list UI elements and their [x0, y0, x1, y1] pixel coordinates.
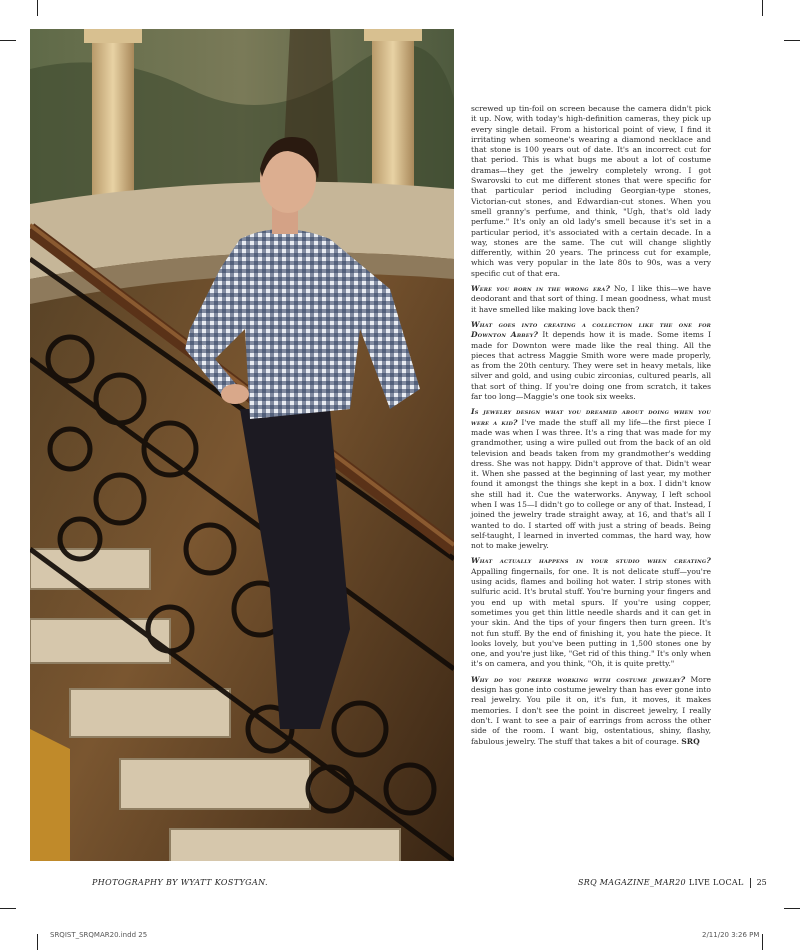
- photo-credit: PHOTOGRAPHY BY WYATT KOSTYGAN.: [92, 878, 268, 887]
- crop-mark-left-upper: [0, 40, 16, 41]
- slug-timestamp: 2/11/20 3:26 PM: [702, 931, 760, 939]
- page-number: 25: [756, 878, 767, 887]
- answer-1: No, I like this—we have deodorant and that sort of thing. I mean goodness, what must it have smelled like making love back then?: [471, 284, 712, 314]
- answer-3: I've made the stuff all my life—the first piece I made was when I was three. It's a ring that was made for my grandmother, using a wire pulled out from the back of an old television and beads taken from my grandmother's wedding dress. She was not happy. Didn't approve of that. Didn't wear it. When she passed at the beginning of last year, my mother found it amongst the things she kept in a box. I didn't know she still had it. Cue the waterworks. Anyway, I left school when I was 15—I didn't go to college or any of that. Instead, I joined the jewelry trade straight away, at 16, and that's all I wanted to do. I started off with just a string of beads. Being self-taught, I learned in inverted commas, the hard way, how not to make jewelry.: [471, 417, 712, 551]
- article-column: [471, 104, 711, 752]
- question-5: Why do you prefer working with costume jewelry?: [471, 674, 686, 684]
- qa-block-5: [471, 675, 711, 747]
- question-1: Were you born in the wrong era?: [471, 284, 611, 294]
- crop-mark-right-lower: [784, 908, 800, 909]
- crop-mark-bottom-right: [762, 934, 763, 950]
- answer-2: It depends how it is made. Some items I made for Downton were made like the real thing. All the pieces that actress Maggie Smith wore were made properly, as from the 20th century. They were set in heavy metals, like silver and gold, and using cubic zirconias, cultured pearls, all that sort of thing. If you're doing one from scratch, it takes far too long—Maggie's one took six weeks.: [471, 330, 711, 402]
- folio: [578, 878, 767, 888]
- question-3: Is jewelry design what you dreamed about doing when you were a kid?: [471, 407, 711, 427]
- magazine-name: SRQ MAGAZINE_MAR20: [578, 878, 686, 887]
- folio-divider: [750, 878, 751, 888]
- signoff: SRQ: [681, 736, 700, 746]
- qa-block-2: [471, 320, 711, 402]
- crop-mark-right-upper: [784, 40, 800, 41]
- paragraph-intro: screwed up tin-foil on screen because the camera didn't pick it up. Now, with today's high-definition cameras, they pick up every single detail. From a historical point of view, I find it irritating when someone's wearing a diamond necklace and that stone is 100 years out of date. It's an incorrect cut for that period. This is what bugs me about a lot of costume dramas—they get the jewelry completely wrong. I got Swarovski to cut me different stones that were specific for that particular period including Georgian-type stones, Victorian-cut stones, and Edwardian-cut stones. When you smell granny's perfume, and think, "Ugh, that's old lady perfume." It's only an old lady's smell because it's set in a particular period, it's associated with a certain decade. In a way, stones are the same. The cut will change slightly differently, within 20 years. The princess cut for example, which was very popular in the late 80s to 90s, was a very specific cut of that era.: [471, 104, 711, 278]
- crop-mark-top-right: [762, 0, 763, 16]
- answer-5: More design has gone into costume jewelry than has ever gone into real jewelry. You pile it on, it's fun, it moves, it makes memories. I don't see the point in discreet jewelry, I really don't. I want to see a pair of earrings from across the other side of the room. I want big, ostentatious, shiny, flashy, fabulous jewelry. The stuff that takes a bit of courage.: [471, 674, 711, 746]
- qa-block-4: [471, 556, 711, 669]
- photo-illustration: [30, 29, 454, 861]
- qa-block-1: [471, 284, 711, 315]
- qa-block-3: [471, 407, 711, 551]
- slug-filename: SRQIST_SRQMAR20.indd 25: [50, 931, 148, 939]
- crop-mark-bottom-left: [37, 934, 38, 950]
- answer-4: Appalling fingernails, for one. It is not delicate stuff—you're using acids, flames and boiling hot water. I strip stones with sulfuric acid. It's brutal stuff. You're burning your fingers and you end up with metal spurs. If you're using copper, sometimes you get thin little needle shards and it can get in your skin. And the tips of your fingers then turn green. It's not fun stuff. By the end of finishing it, you hate the piece. It looks lovely, but you've been putting in 1,500 stones one by one, and you're just like, "Get rid of this thing." It's only when it's on camera, and you think, "Oh, it is quite pretty.": [471, 566, 711, 669]
- crop-mark-left-lower: [0, 908, 16, 909]
- question-4: What actually happens in your studio when creating?: [471, 556, 711, 566]
- man-on-staircase-photo: [30, 29, 454, 861]
- question-2: What goes into creating a collection like the one for Downton Abbey?: [471, 319, 711, 340]
- crop-mark-top-left: [37, 0, 38, 16]
- section-name: LIVE LOCAL: [688, 878, 744, 887]
